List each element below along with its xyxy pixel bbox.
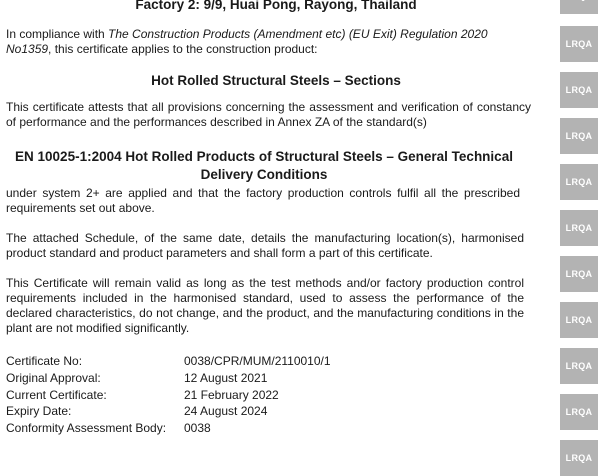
product-name: Hot Rolled Structural Steels – Sections — [151, 73, 401, 88]
compliance-prefix: In compliance with — [6, 27, 109, 41]
standard-title-line2: Delivery Conditions — [200, 167, 328, 182]
attestation-paragraph: This certificate attests that all provisions concerning the assessment and verification of constancy of performance and the performances described in Annex ZA of the standard(s) — [6, 100, 531, 129]
system-paragraph: under system 2+ are applied and that the factory production controls fulfil all the prescribed requirements set out above. — [6, 186, 520, 215]
compliance-statement — [6, 27, 488, 57]
detail-label: Conformity Assessment Body: — [6, 421, 167, 435]
lrqa-logo-tile — [560, 0, 598, 14]
detail-value: 0038 — [184, 421, 211, 435]
lrqa-logo-tile: LRQA — [560, 72, 598, 108]
factory-address: Factory 2: 9/9, Huai Pong, Rayong, Thailand — [135, 0, 417, 12]
lrqa-logo-tile: LRQA — [560, 118, 598, 154]
detail-value: 21 February 2022 — [184, 388, 279, 402]
lrqa-logo-tile: LRQA — [560, 26, 598, 62]
compliance-suffix: , this certificate applies to the construction product: — [48, 42, 318, 56]
detail-label: Original Approval: — [6, 371, 101, 385]
lrqa-logo-tile: LRQA — [560, 302, 598, 338]
lrqa-logo-tile: LRQA — [560, 210, 598, 246]
lrqa-logo-tile: LRQA — [560, 348, 598, 384]
lrqa-logo-tile: LRQA — [560, 394, 598, 430]
regulation-title: The Construction Products (Amendment etc) (EU Exit) Regulation 2020 — [108, 27, 488, 41]
detail-value: 24 August 2024 — [184, 404, 268, 418]
detail-label: Expiry Date: — [6, 404, 72, 418]
detail-value: 0038/CPR/MUM/2110010/1 — [184, 354, 331, 368]
detail-label: Certificate No: — [6, 354, 83, 368]
schedule-paragraph: The attached Schedule, of the same date, details the manufacturing location(s), harmonised product standard and product parameters and shall form a part of this certificate. — [6, 231, 524, 260]
lrqa-logo-tile: LRQA — [560, 440, 598, 476]
detail-label: Current Certificate: — [6, 388, 107, 402]
detail-value: 12 August 2021 — [184, 371, 268, 385]
standard-title-line1: EN 10025-1:2004 Hot Rolled Products of Structural Steels – General Technical — [15, 149, 513, 164]
lrqa-logo-tile: LRQA — [560, 164, 598, 200]
lrqa-watermark-strip — [556, 0, 600, 463]
validity-paragraph: This Certificate will remain valid as long as the test methods and/or factory production control requirements included in the harmonised standard, used to assess the performance of the declared characteristics, do not change, and the product, and the manufacturing conditions in the plant are not modified significantly. — [6, 276, 524, 335]
lrqa-logo-tile: LRQA — [560, 256, 598, 292]
regulation-number: No1359 — [6, 42, 49, 56]
